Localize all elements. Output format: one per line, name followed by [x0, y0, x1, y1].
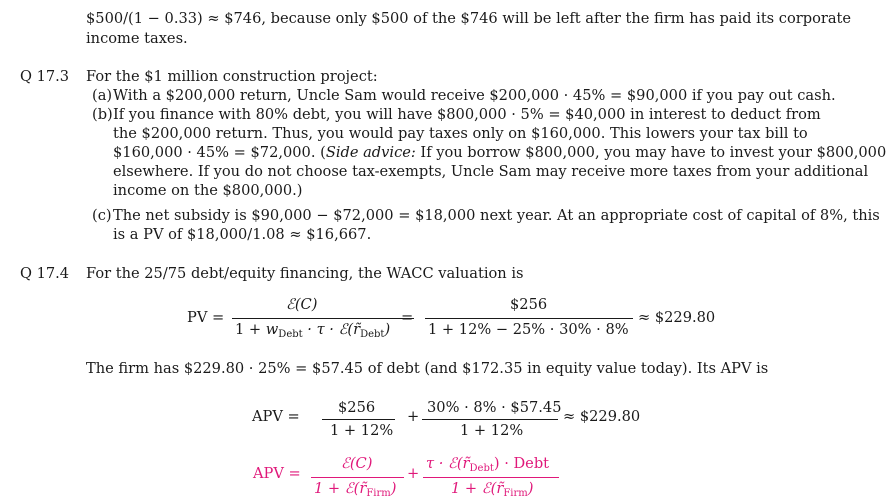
eq1-numerator-2: $256 — [510, 296, 548, 313]
q173-b-mark: (b) — [92, 106, 113, 123]
intro-line-1: $500/(1 − 0.33) ≈ $746, because only $500 of the $746 will be left after the firm has paid its corporate — [86, 10, 852, 27]
eq2-lhs: APV = — [252, 408, 300, 425]
eq1-numerator-1: ℰ(C) — [286, 296, 318, 313]
q173-c-mark: (c) — [92, 207, 112, 224]
q173-b-line-3-post: If you borrow $800,000, you may have to invest your $800,000 — [415, 144, 886, 161]
eq1-result: ≈ $229.80 — [638, 309, 716, 326]
q174-header: For the 25/75 debt/equity financing, the WACC valuation is — [86, 265, 524, 282]
eq3-lhs: APV = — [253, 465, 301, 482]
question-label-17-4: Q 17.4 — [20, 265, 70, 282]
eq1-denominator-1: $1 + w_{Debt} \cdot \tau$ · $ℰ(r̃_{Debt})$ — [235, 321, 391, 340]
eq3-numerator-2: $\tau \cdot ℰ(r̃_{Debt})$ · Debt — [426, 455, 550, 474]
eq3-plus: + — [407, 465, 420, 482]
q173-a-line-1: With a $200,000 return, Uncle Sam would receive $200,000 · 45% = $90,000 if you pay out cash. — [113, 87, 836, 104]
eq3-fraction-bar-1 — [311, 477, 404, 478]
q173-b-line-2: the $200,000 return. Thus, you would pay taxes only on $160,000. This lowers your tax bill to — [113, 125, 808, 142]
eq3-denominator-2: $1 + ℰ(r̃_{Firm})$ — [451, 480, 534, 499]
side-advice-label: Side advice: — [325, 144, 416, 161]
q173-b-line-5: income on the $800,000.) — [113, 182, 303, 199]
eq1-denominator-2: 1 + 12% − 25% · 30% · 8% — [428, 321, 629, 338]
q174-mid-text: The firm has $229.80 · 25% = $57.45 of debt (and $172.35 in equity value today). Its APV is — [86, 360, 769, 377]
q173-b-line-3 — [113, 143, 886, 162]
eq3-denominator-1: $1 + ℰ(r̃_{Firm})$ — [314, 480, 397, 499]
eq1-fraction-bar-2 — [425, 318, 633, 319]
eq1-fraction-bar-1 — [232, 318, 414, 319]
eq2-denominator-2: 1 + 12% — [460, 422, 524, 439]
q173-b-line-3-pre: $160,000 · 45% = $72,000. ( — [113, 144, 326, 161]
eq2-denominator-1: 1 + 12% — [330, 422, 394, 439]
eq1-lhs: PV = — [187, 309, 225, 326]
eq3-numerator-1: ℰ(C) — [341, 455, 373, 472]
eq2-numerator-2: 30% · 8% · $57.45 — [427, 399, 562, 416]
intro-line-2: income taxes. — [86, 30, 188, 47]
eq2-fraction-bar-2 — [422, 419, 558, 420]
q173-a-mark: (a) — [92, 87, 113, 104]
eq2-numerator-1: $256 — [338, 399, 376, 416]
q173-b-line-1: If you finance with 80% debt, you will have $800,000 · 5% = $40,000 in interest to deduct from — [113, 106, 821, 123]
q173-c-line-1: The net subsidy is $90,000 − $72,000 = $18,000 next year. At an appropriate cost of capital of 8%, this — [113, 207, 880, 224]
q173-b-line-4: elsewhere. If you do not choose tax-exempts, Uncle Sam may receive more taxes from your additional — [113, 163, 869, 180]
eq1-equals: = — [401, 309, 414, 326]
eq3-fraction-bar-2 — [423, 477, 559, 478]
eq2-fraction-bar-1 — [322, 419, 395, 420]
q173-header: For the $1 million construction project: — [86, 68, 378, 85]
eq2-plus: + — [407, 408, 420, 425]
eq2-result: ≈ $229.80 — [563, 408, 641, 425]
question-label-17-3: Q 17.3 — [20, 68, 70, 85]
q173-c-line-2: is a PV of $18,000/1.08 ≈ $16,667. — [113, 226, 372, 243]
